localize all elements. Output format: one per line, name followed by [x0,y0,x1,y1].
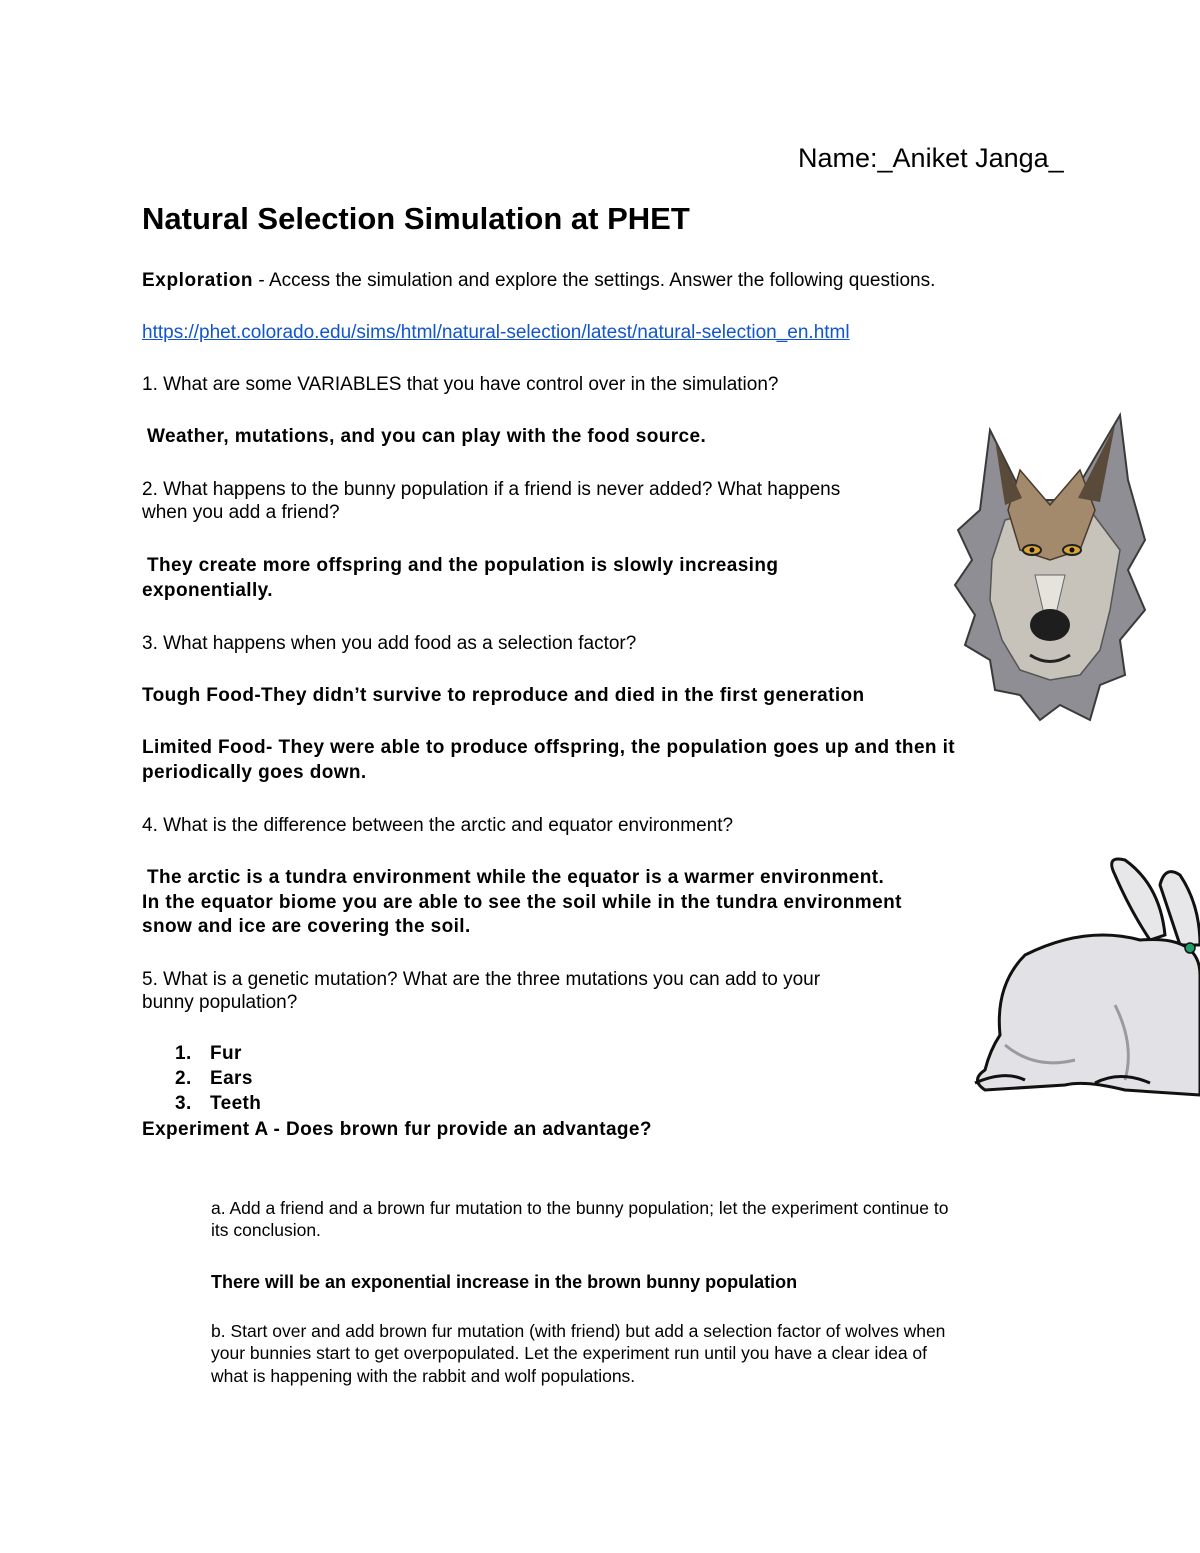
answer-1: Weather, mutations, and you can play with the food source. [147,426,707,447]
wolf-head-image [950,410,1150,725]
answer-4-line-1: The arctic is a tundra environment while the equator is a warmer environment. [147,867,885,888]
list-item: 3. Teeth [175,1093,262,1114]
exploration-intro [142,269,1142,293]
experiment-a-step-b-line-3: what is happening with the rabbit and wolf populations. [211,1366,636,1386]
question-3: 3. What happens when you add food as a selection factor? [142,633,637,654]
question-4: 4. What is the difference between the arctic and equator environment? [142,815,734,836]
list-item: 1. Fur [175,1043,242,1064]
mutation-list [142,1041,261,1116]
answer-2-line-1: They create more offspring and the population is slowly increasing [147,555,779,576]
question-2-line-2: when you add a friend? [142,502,340,523]
experiment-a-step-b-line-1: b. Start over and add brown fur mutation (with friend) but add a selection factor of wolves when [211,1321,946,1341]
exploration-label: Exploration [142,270,254,291]
answer-4-line-3: snow and ice are covering the soil. [142,916,471,937]
rabbit-image [965,855,1200,1100]
experiment-a-heading: Experiment A - Does brown fur provide an advantage? [142,1119,652,1140]
answer-3-limited-food-line-1: Limited Food- They were able to produce offspring, the population goes up and then it [142,737,955,758]
experiment-a-answer: There will be an exponential increase in the brown bunny population [211,1272,798,1292]
answer-3-tough-food: Tough Food-They didn’t survive to reproduce and died in the first generation [142,685,865,706]
experiment-a-step-a-line-2: its conclusion. [211,1220,321,1240]
page-title: Natural Selection Simulation at PHET [142,201,690,236]
question-2-line-1: 2. What happens to the bunny population if a friend is never added? What happens [142,479,841,500]
exploration-text: - Access the simulation and explore the settings. Answer the following questions. [253,270,936,291]
question-5-line-1: 5. What is a genetic mutation? What are the three mutations you can add to your [142,969,821,990]
answer-4-line-2: In the equator biome you are able to see the soil while in the tundra environment [142,892,902,913]
list-item: 2. Ears [175,1068,253,1089]
answer-2-line-2: exponentially. [142,580,273,601]
simulation-link[interactable]: https://phet.colorado.edu/sims/html/natural-selection/latest/natural-selection_en.html [142,322,850,343]
question-1: 1. What are some VARIABLES that you have control over in the simulation? [142,374,779,395]
experiment-a-step-a-line-1: a. Add a friend and a brown fur mutation to the bunny population; let the experiment continue to [211,1198,949,1218]
experiment-a-step-b-line-2: your bunnies start to get overpopulated. Let the experiment run until you have a clear idea of [211,1343,928,1363]
question-5-line-2: bunny population? [142,992,298,1013]
student-name: Name:_Aniket Janga_ [798,143,1064,173]
answer-3-limited-food-line-2: periodically goes down. [142,762,367,783]
